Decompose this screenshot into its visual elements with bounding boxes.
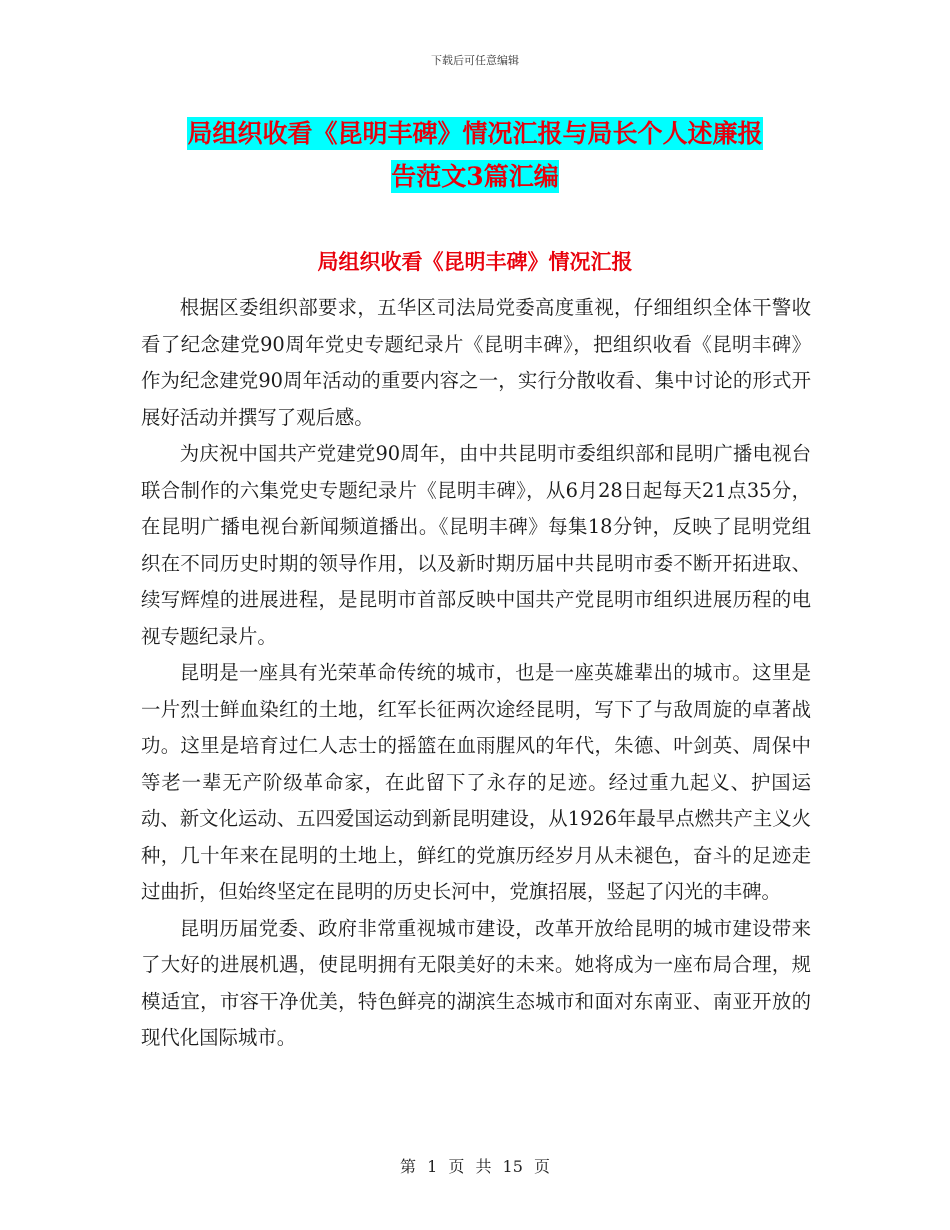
document-title-line-1: 局组织收看《昆明丰碑》情况汇报与局长个人述廉报 (187, 119, 763, 148)
paragraph-2: 为庆祝中国共产党建党90周年，由中共昆明市委组织部和昆明广播电视台联合制作的六集党史专题纪录片《昆明丰碑》，从6月28日起每天21点35分，在昆明广播电视台新闻频道播出。《昆明丰碑》每集18分钟，反映了昆明党组织在不同历史时期的领导作用，以及新时期历届中共昆明市委不断开拓进取、续写辉煌的进展进程，是昆明市首部反映中国共产党昆明市组织进展历程的电视专题纪录片。 (141, 442, 811, 648)
document-title-line-2: 告范文3篇汇编 (391, 162, 559, 191)
paragraph-3: 昆明是一座具有光荣革命传统的城市，也是一座英雄辈出的城市。这里是一片烈士鲜血染红的土地，红军长征两次途经昆明，写下了与敌周旋的卓著战功。这里是培育过仁人志士的摇篮在血雨腥风的年代，朱德、叶剑英、周保中等老一辈无产阶级革命家，在此留下了永存的足迹。经过重九起义、护国运动、新文化运动、五四爱国运动到新昆明建设，从1926年最早点燃共产主义火种，几十年来在昆明的土地上，鲜红的党旗历经岁月从未褪色，奋斗的足迹走过曲折，但始终坚定在昆明的历史长河中，党旗招展，竖起了闪光的丰碑。 (141, 661, 811, 903)
paragraph-4: 昆明历届党委、政府非常重视城市建设，改革开放给昆明的城市建设带来了大好的进展机遇，使昆明拥有无限美好的未来。她将成为一座布局合理，规模适宜，市容干净优美，特色鲜亮的湖滨生态城市和面对东南亚、南亚开放的现代化国际城市。 (141, 916, 811, 1049)
body-text (141, 290, 811, 1057)
paragraph-1: 根据区委组织部要求，五华区司法局党委高度重视，仔细组织全体干警收看了纪念建党90周年党史专题纪录片《昆明丰碑》，把组织收看《昆明丰碑》作为纪念建党90周年活动的重要内容之一，实行分散收看、集中讨论的形式开展好活动并撰写了观后感。 (141, 296, 811, 429)
section-title: 局组织收看《昆明丰碑》情况汇报 (317, 249, 633, 274)
header-note: 下载后可任意编辑 (431, 54, 519, 67)
page-footer: 第 1 页 共 15 页 (400, 1157, 550, 1176)
document-title (140, 112, 810, 198)
